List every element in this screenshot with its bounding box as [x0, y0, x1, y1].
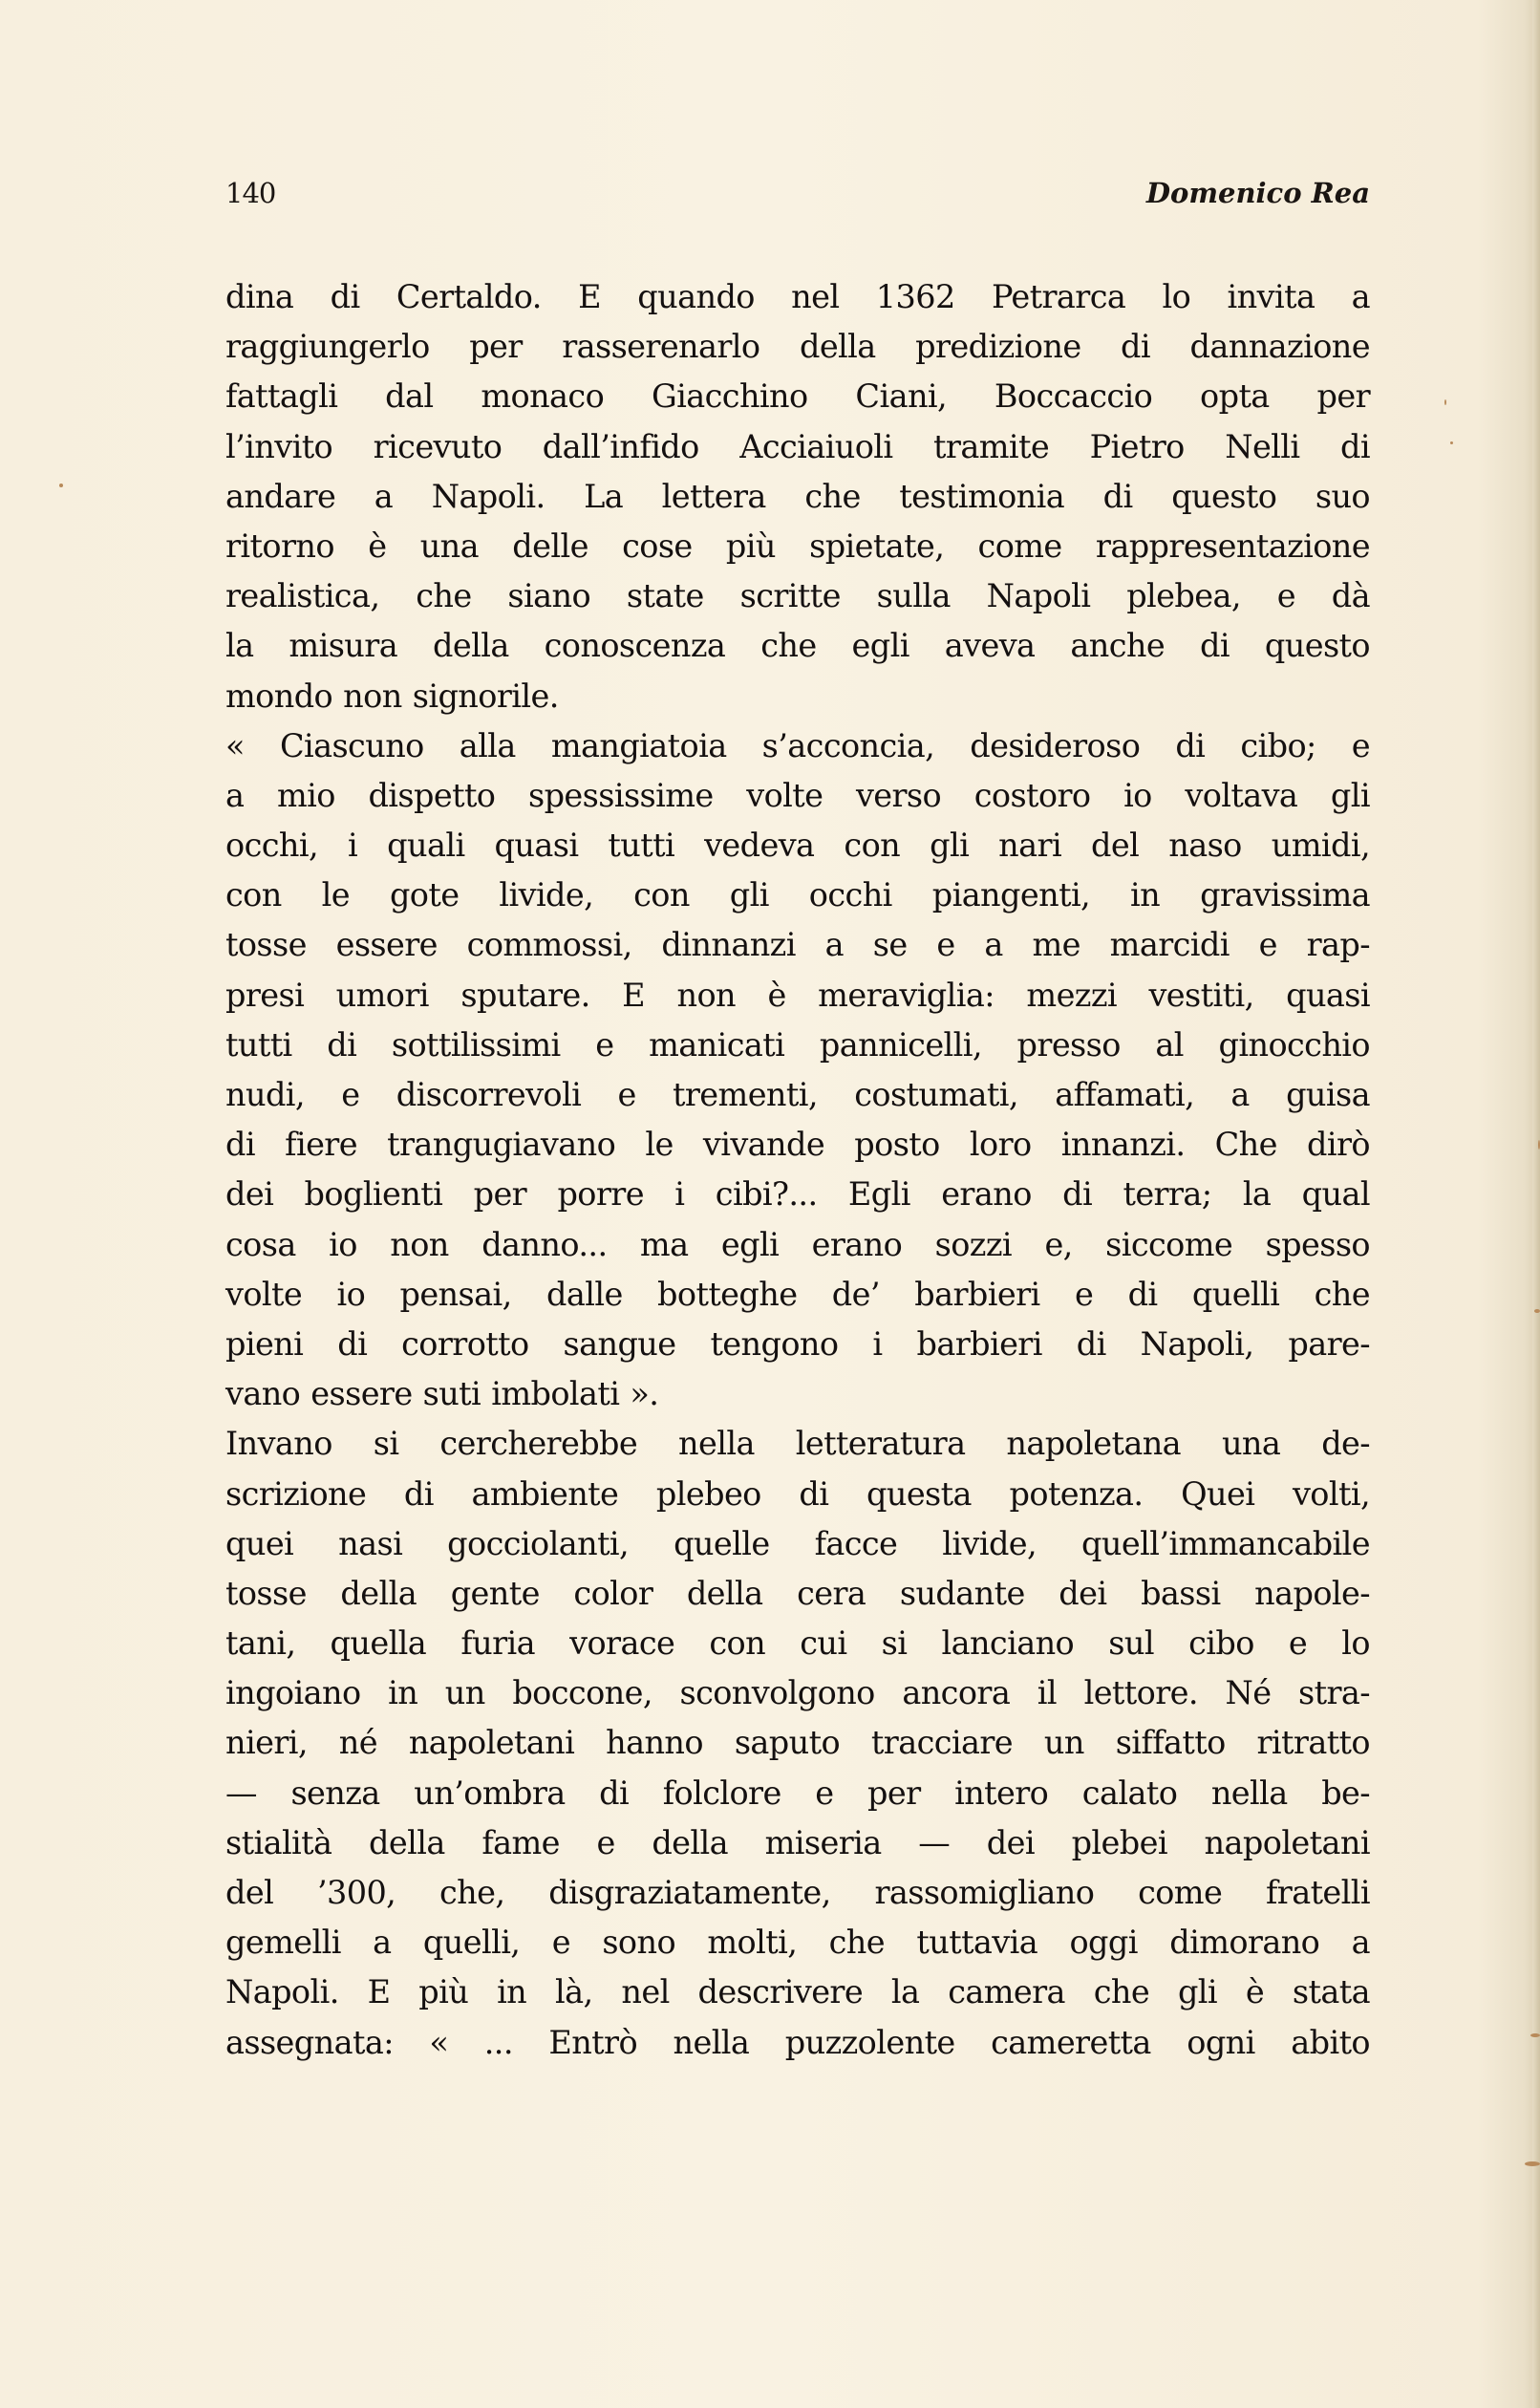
text-line: Napoli. E più in là, nel descrivere la camera che gli è stata [225, 1973, 1370, 2011]
quote-line: di fiere trangugiavano le vivande posto loro innanzi. Che dirò [225, 1126, 1370, 1164]
text-line: ritorno è una delle cose più spietate, come rappresentazione [225, 527, 1370, 565]
quote-line: volte io pensai, dalle botteghe de’ barbieri e di quelli che [225, 1275, 1370, 1313]
text-line: assegnata: « ... Entrò nella puzzolente cameretta ogni abito [225, 2023, 1370, 2061]
text-line: gemelli a quelli, e sono molti, che tuttavia oggi dimorano a [225, 1924, 1370, 1962]
paper-speck [1530, 2033, 1540, 2037]
quote-line: tosse essere commossi, dinnanzi a se e a me marcidi e rap- [225, 926, 1370, 964]
paper-speck [1525, 2161, 1540, 2166]
text-line: tosse della gente color della cera sudante dei bassi napole- [225, 1574, 1370, 1612]
quote-line: con le gote livide, con gli occhi piangenti, in gravissima [225, 876, 1370, 914]
text-line: realistica, che siano state scritte sulla Napoli plebea, e dà [225, 577, 1370, 615]
text-line: Invano si cercherebbe nella letteratura napoletana una de- [225, 1425, 1370, 1463]
text-line: raggiungerlo per rasserenarlo della predizione di dannazione [225, 328, 1370, 366]
running-head-author: Domenico Rea [1145, 177, 1370, 209]
text-line: — senza un’ombra di folclore e per intero calato nella be- [225, 1774, 1370, 1812]
paper-speck [1444, 399, 1446, 405]
text-line: stialità della fame e della miseria — dei plebei napoletani [225, 1823, 1370, 1861]
text-line: quei nasi gocciolanti, quelle facce livide, quell’immancabile [225, 1524, 1370, 1562]
quote-line: pieni di corrotto sangue tengono i barbieri di Napoli, pare- [225, 1324, 1370, 1363]
text-line: scrizione di ambiente plebeo di questa potenza. Quei volti, [225, 1474, 1370, 1513]
text-line: andare a Napoli. La lettera che testimonia di questo suo [225, 477, 1370, 515]
quote-line: vano essere suti imbolati ». [225, 1375, 659, 1413]
page-edge [1532, 0, 1540, 2408]
running-head [225, 177, 1370, 215]
quote-line: « Ciascuno alla mangiatoia s’acconcia, desideroso di cibo; e [225, 726, 1370, 764]
text-line: dina di Certaldo. E quando nel 1362 Petrarca lo invita a [225, 278, 1370, 315]
text-line: tani, quella furia vorace con cui si lanciano sul cibo e lo [225, 1624, 1370, 1663]
quote-line: nudi, e discorrevoli e trementi, costumati, affamati, a guisa [225, 1076, 1370, 1113]
text-line: l’invito ricevuto dall’infido Acciaiuoli tramite Pietro Nelli di [225, 427, 1370, 465]
text-line: nieri, né napoletani hanno saputo tracciare un siffatto ritratto [225, 1724, 1370, 1762]
quote-line: cosa io non danno... ma egli erano sozzi e, siccome spesso [225, 1225, 1370, 1263]
quote-line: a mio dispetto spessissime volte verso costoro io voltava gli [225, 776, 1370, 814]
text-line: ingoiano in un boccone, sconvolgono ancora il lettore. Né stra- [225, 1674, 1370, 1712]
quote-line: tutti di sottilissimi e manicati pannicelli, presso al ginocchio [225, 1025, 1370, 1064]
body-text [225, 272, 1370, 2068]
quote-line: dei boglienti per porre i cibi?... Egli erano di terra; la qual [225, 1175, 1370, 1214]
page-number: 140 [225, 177, 276, 209]
quote-line: presi umori sputare. E non è meraviglia: mezzi vestiti, quasi [225, 976, 1370, 1014]
paper-speck [59, 484, 63, 487]
text-line: del ’300, che, disgraziatamente, rassomigliano come fratelli [225, 1874, 1370, 1911]
paper-speck [1534, 1309, 1540, 1313]
quote-line: occhi, i quali quasi tutti vedeva con gli nari del naso umidi, [225, 827, 1370, 865]
text-line: la misura della conoscenza che egli aveva anche di questo [225, 627, 1370, 665]
text-line: fattagli dal monaco Giacchino Ciani, Boccaccio opta per [225, 377, 1370, 416]
text-line: mondo non signorile. [225, 677, 559, 715]
paper-speck [1450, 441, 1453, 444]
